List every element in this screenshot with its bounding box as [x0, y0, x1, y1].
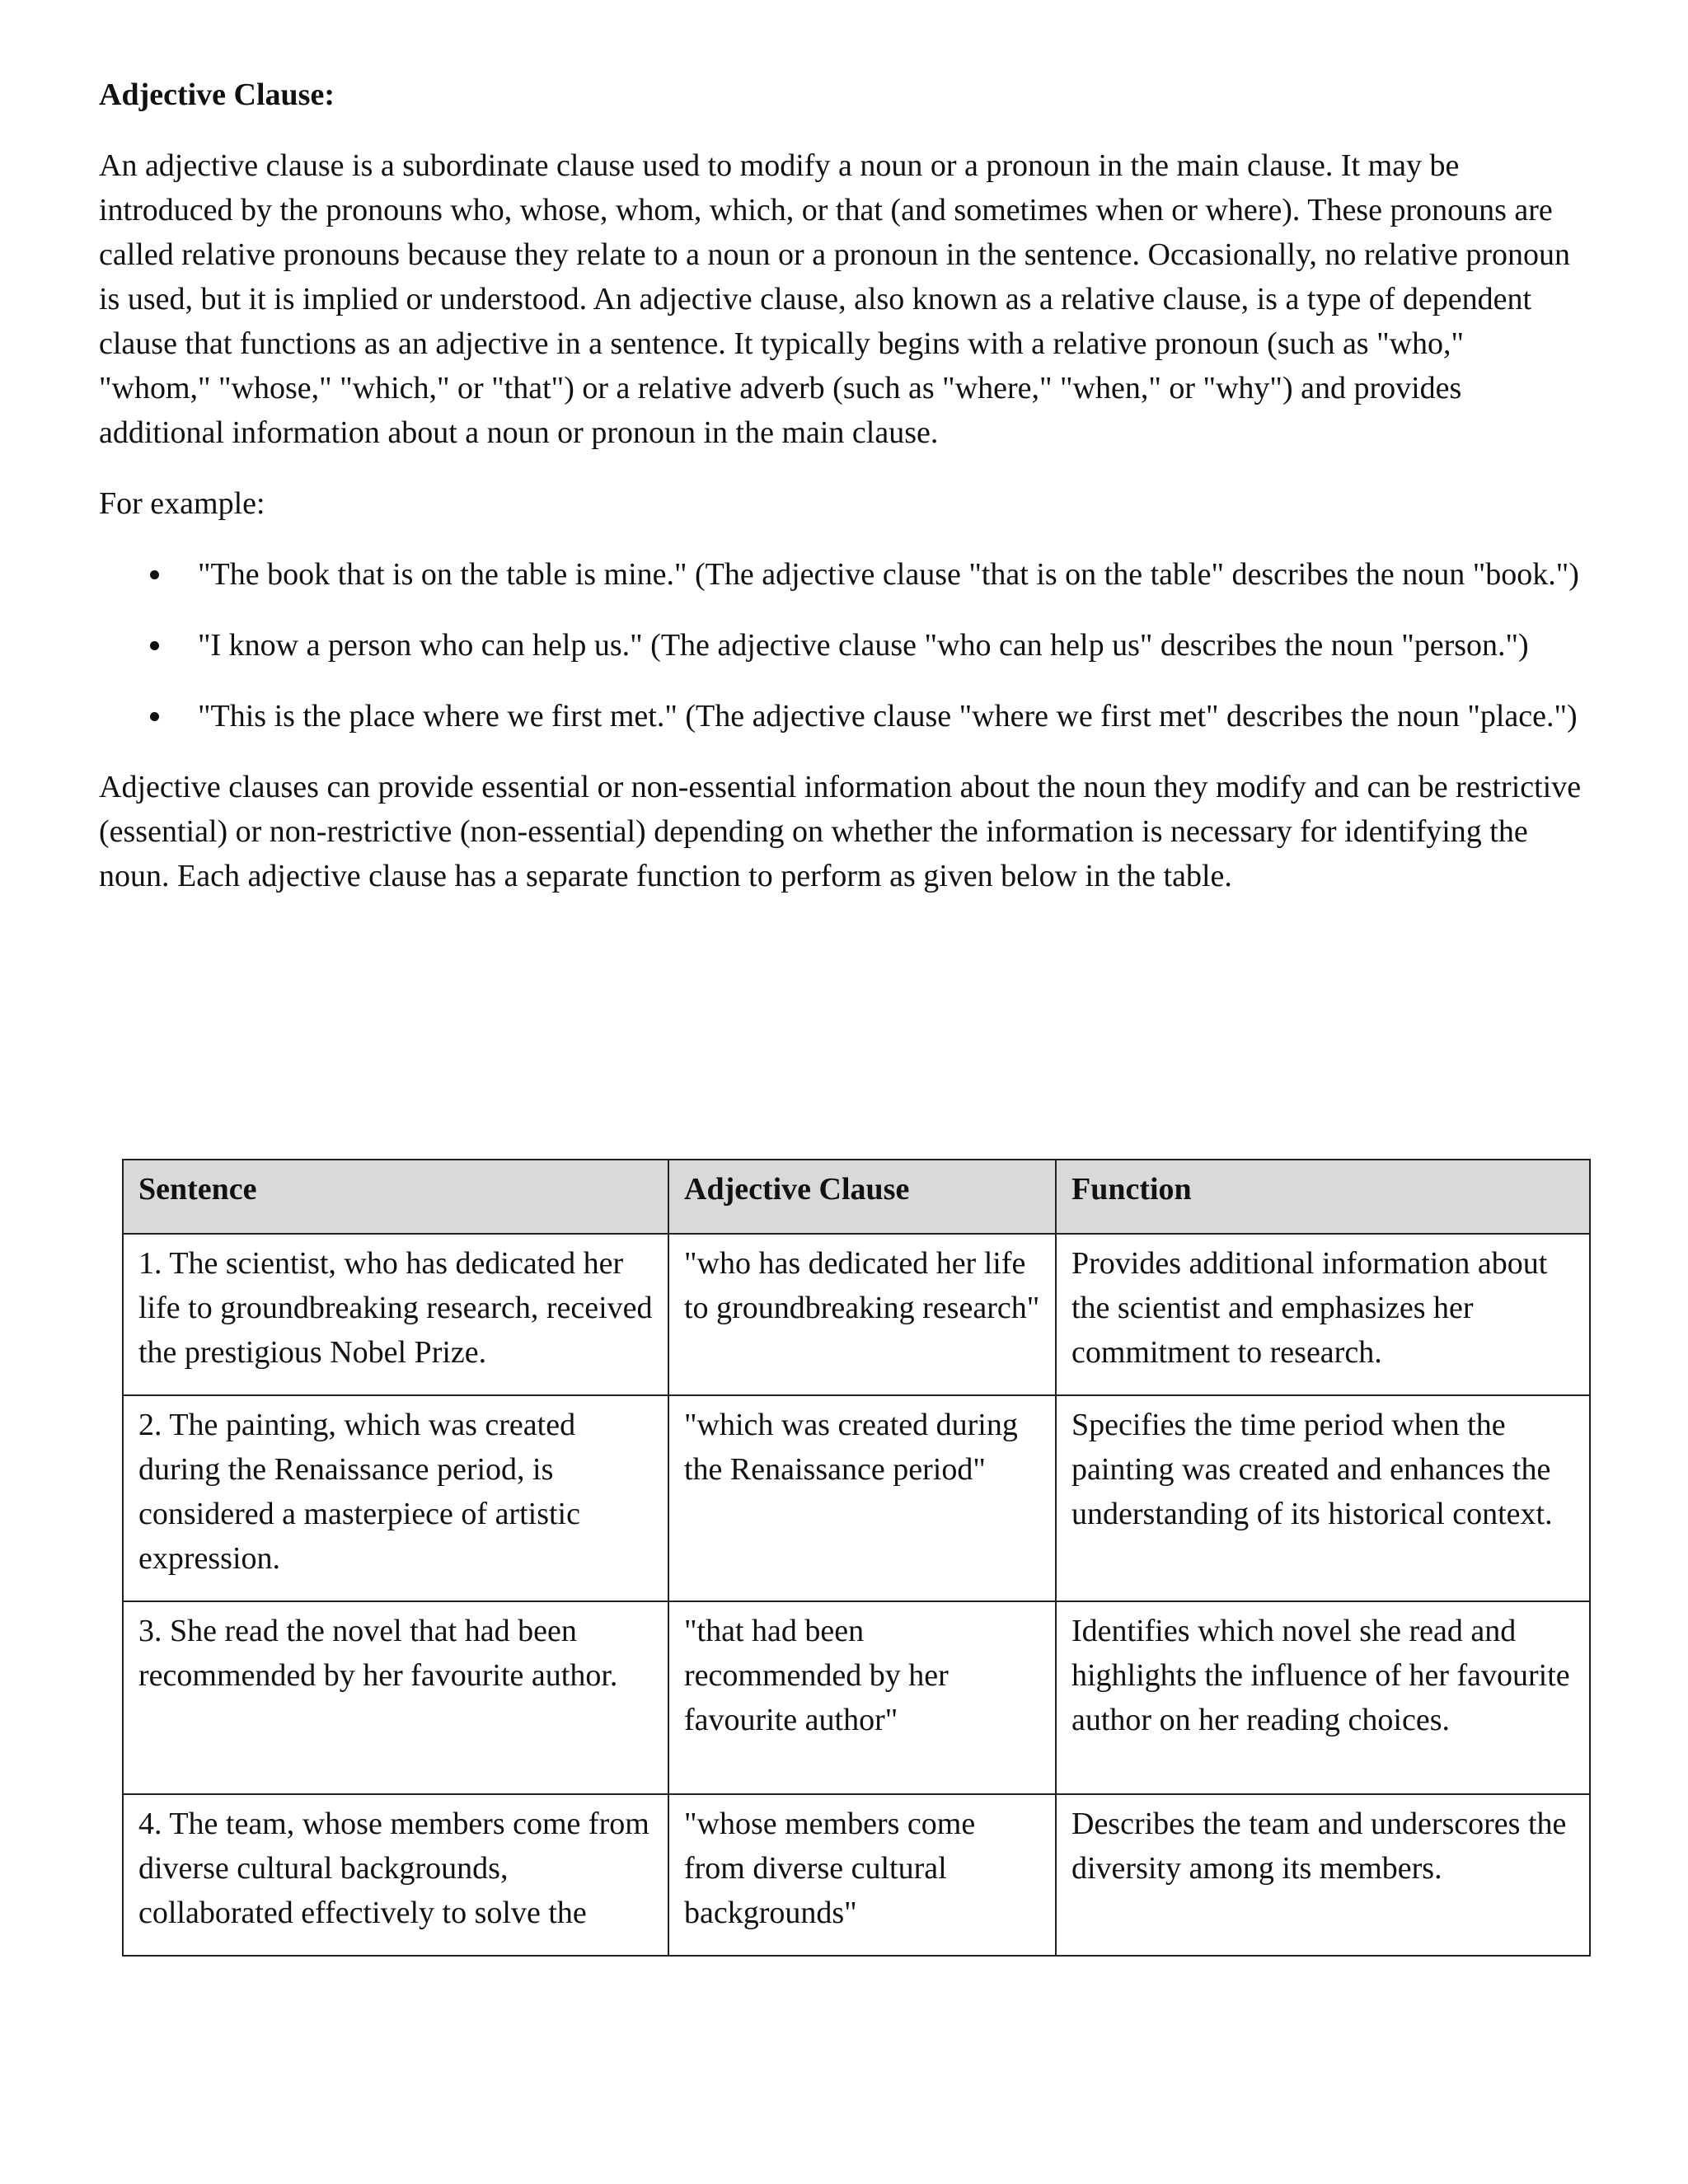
- example-text: "The book that is on the table is mine." (The adjective clause "that is on the table" describes the noun "book."): [198, 557, 1579, 592]
- table-row: [123, 1794, 1590, 1956]
- intro-paragraph: An adjective clause is a subordinate clause used to modify a noun or a pronoun in the main clause. It may be introduced by the pronouns who, whose, whom, which, or that (and sometimes when or where). These pronouns are called relative pronouns because they relate to a noun or a pronoun in the sentence. Occasionally, no relative pronoun is used, but it is implied or understood. An adjective clause, also known as a relative clause, is a type of dependent clause that functions as an adjective in a sentence. It typically begins with a relative pronoun (such as "who," "whom," "whose," "which," or "that") or a relative adverb (such as "where," "when," or "why") and provides additional information about a noun or pronoun in the main clause.: [99, 148, 1570, 450]
- cell-function: Provides additional information about the scientist and emphasizes her commitment to research.: [1056, 1234, 1590, 1395]
- cell-function: Describes the team and underscores the diversity among its members.: [1056, 1794, 1590, 1956]
- list-item: [99, 552, 1582, 597]
- table-row: [123, 1395, 1590, 1601]
- page-title: Adjective Clause:: [99, 77, 335, 112]
- list-item: [99, 694, 1582, 738]
- cell-clause: "who has dedicated her life to groundbreaking research": [668, 1234, 1056, 1395]
- example-label: For example:: [99, 486, 265, 521]
- bullet-icon: [150, 712, 159, 721]
- closing-paragraph: Adjective clauses can provide essential or non-essential information about the noun they modify and can be restrictive (essential) or non-restrictive (non-essential) depending on whether the information is necessary for identifying the noun. Each adjective clause has a separate function to perform as given below in the table.: [99, 770, 1582, 893]
- example-text: "This is the place where we first met." (The adjective clause "where we first met" describes the noun "place."): [198, 699, 1578, 733]
- examples-list: [99, 552, 1582, 738]
- cell-sentence: 4. The team, whose members come from diverse cultural backgrounds, collaborated effectively to solve the: [123, 1794, 668, 1956]
- header-sentence: Sentence: [123, 1160, 668, 1234]
- table-row: [123, 1234, 1590, 1395]
- list-item: [99, 623, 1582, 668]
- cell-clause: "whose members come from diverse cultural backgrounds": [668, 1794, 1056, 1956]
- table-header-row: [123, 1160, 1590, 1234]
- cell-function: Specifies the time period when the painting was created and enhances the understanding of its historical context.: [1056, 1395, 1590, 1601]
- cell-clause: "which was created during the Renaissance period": [668, 1395, 1056, 1601]
- cell-clause: "that had been recommended by her favourite author": [668, 1601, 1056, 1794]
- example-text: "I know a person who can help us." (The adjective clause "who can help us" describes the noun "person."): [198, 628, 1529, 663]
- cell-function: Identifies which novel she read and highlights the influence of her favourite author on her reading choices.: [1056, 1601, 1590, 1794]
- cell-sentence: 2. The painting, which was created during the Renaissance period, is considered a masterpiece of artistic expression.: [123, 1395, 668, 1601]
- document-page: [99, 73, 1582, 925]
- adjective-clause-table: [122, 1159, 1591, 1957]
- bullet-icon: [150, 570, 159, 579]
- cell-sentence: 1. The scientist, who has dedicated her life to groundbreaking research, received the prestigious Nobel Prize.: [123, 1234, 668, 1395]
- table-row: [123, 1601, 1590, 1794]
- header-function: Function: [1056, 1160, 1590, 1234]
- cell-sentence: 3. She read the novel that had been recommended by her favourite author.: [123, 1601, 668, 1794]
- header-adjective-clause: Adjective Clause: [668, 1160, 1056, 1234]
- bullet-icon: [150, 641, 159, 650]
